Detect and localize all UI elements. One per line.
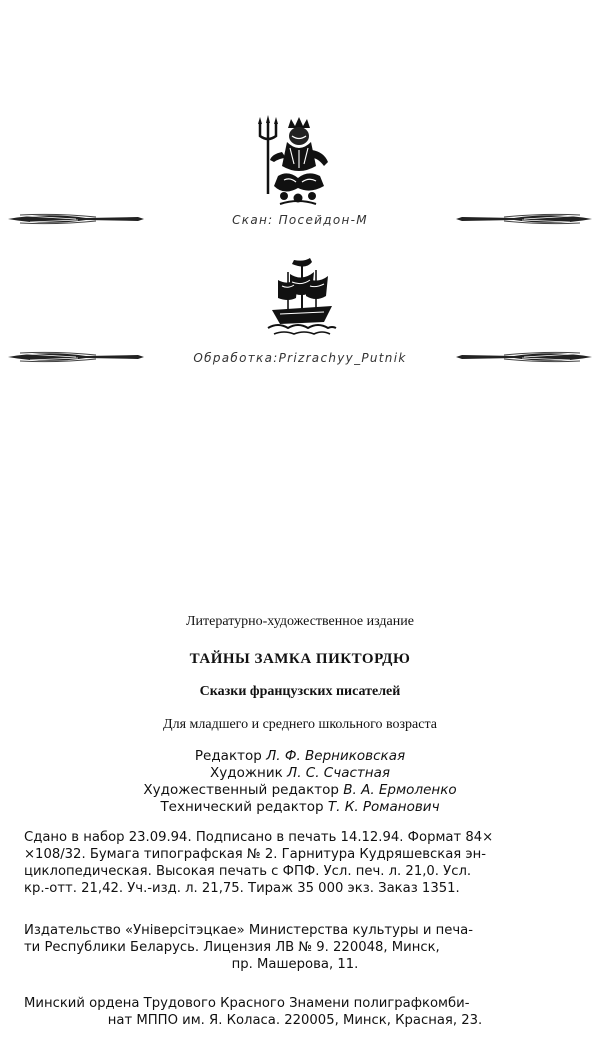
sailing-ship-icon [266,256,338,340]
publisher-line: Издательство «Універсітэцкае» Министерства культуры и печа- [24,923,474,938]
credit-artist [100,765,500,782]
poseidon-icon [254,114,336,206]
publisher-line: ти Республики Беларусь. Лицензия ЛВ № 9. 220048, Минск, [24,940,440,955]
printer-line: Минский ордена Трудового Красного Знамени полиграфкомби- [24,996,470,1011]
print-details-line: Сдано в набор 23.09.94. Подписано в печать 14.12.94. Формат 84× [24,830,494,845]
book-subtitle: Сказки французских писателей [199,684,401,699]
book-title: ТАЙНЫ ЗАМКА ПИКТОРДЮ [189,651,411,667]
publisher-line: пр. Машерова, 11. [231,957,359,972]
printer-info [24,995,566,1029]
credit-role: Редактор [194,748,262,764]
arrow-divider-icon [454,210,594,228]
printer-line: нат МППО им. Я. Коласа. 220005, Минск, Красная, 23. [107,1013,483,1028]
credit-role: Художник [210,765,283,781]
print-details-line: ×108/32. Бумага типографская № 2. Гарнитура Кудряшевская эн- [24,847,487,862]
credit-name: Т. К. Романович [327,799,440,815]
print-details [24,829,566,897]
credit-name: Л. Ф. Верниковская [266,748,406,764]
credits-block [100,748,500,816]
scan-credit: Скан: Посейдон-М [232,213,368,227]
edition-type: Литературно-художественное издание [186,614,414,629]
publisher-info [24,922,566,973]
audience-note: Для младшего и среднего школьного возраста [163,717,437,732]
credit-name: Л. С. Счастная [287,765,390,781]
arrow-divider-icon [454,348,594,366]
credit-role: Художественный редактор [143,782,339,798]
credit-tech-editor [100,799,500,816]
credit-role: Технический редактор [160,799,324,815]
print-details-line: циклопедическая. Высокая печать с ФПФ. Усл. печ. л. 21,0. Усл. [24,864,472,879]
credit-editor [100,748,500,765]
processing-credit: Обработка:Prizrachyy_Putnik [193,351,407,365]
credit-art-editor [100,782,500,799]
credit-name: В. А. Ермоленко [343,782,457,798]
print-details-line: кр.-отт. 21,42. Уч.-изд. л. 21,75. Тираж 35 000 экз. Заказ 1351. [24,881,460,896]
